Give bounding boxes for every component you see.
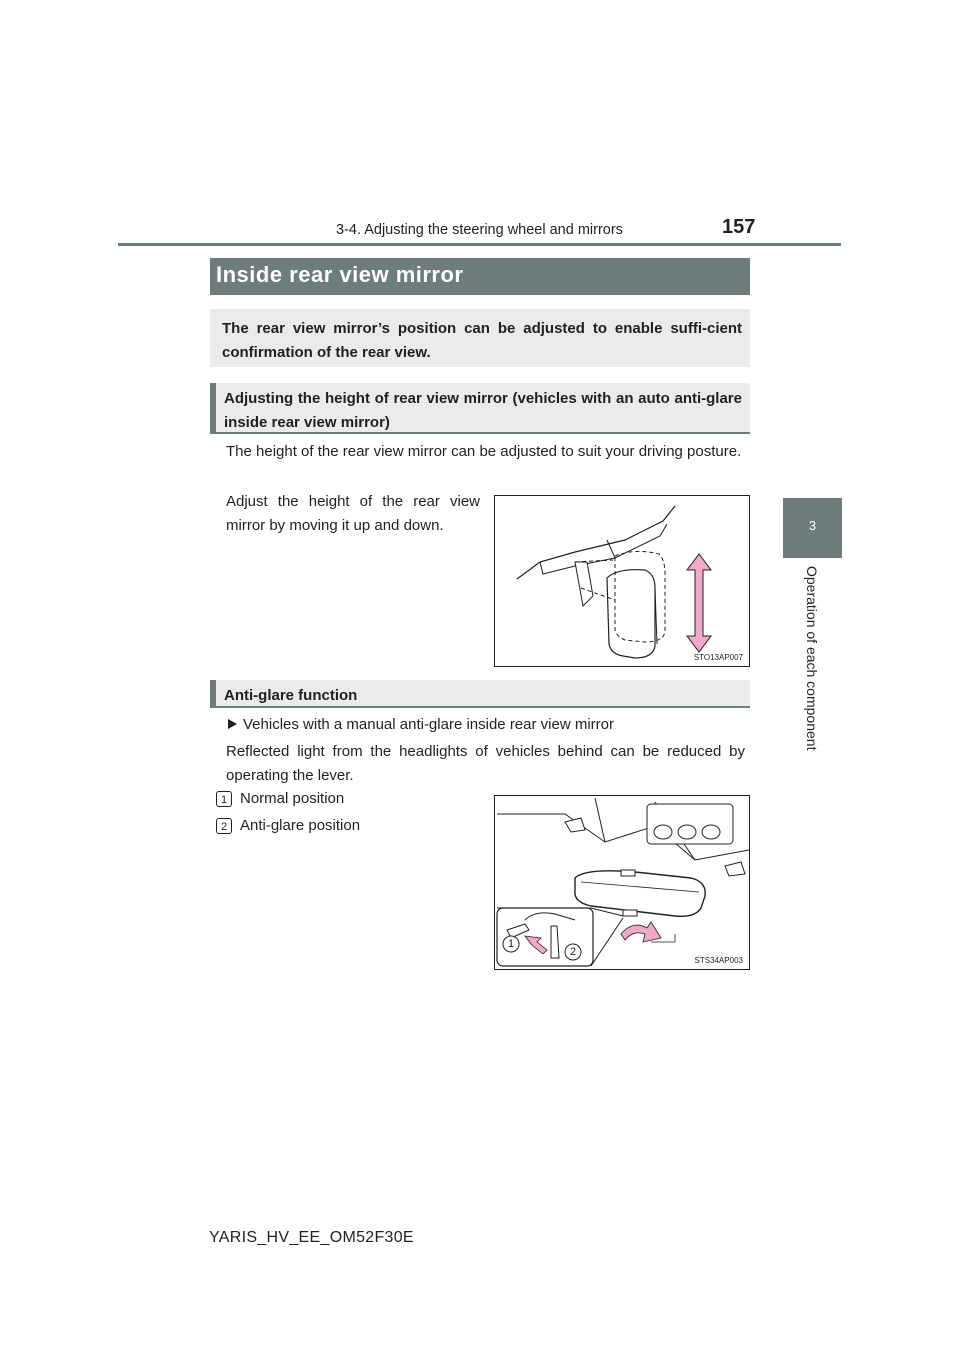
figure-height-adjust-drawing — [495, 496, 751, 668]
inset-label-1: 1 — [507, 938, 515, 950]
figure-height-code: STO13AP007 — [693, 653, 743, 662]
running-header-section: 3-4. Adjusting the steering wheel and mirrors — [336, 222, 623, 238]
figure-antiglare-drawing — [495, 796, 751, 971]
chapter-label — [804, 566, 824, 766]
antiglare-subheading-text: Anti-glare function — [224, 687, 358, 704]
antiglare-para: Reflected light from the headlights of vehicles behind can be reduced by operating the lever. — [226, 743, 745, 784]
figure-height-adjust — [494, 495, 750, 667]
position-number-1: 1 — [216, 791, 232, 807]
section-title-bar — [210, 258, 750, 295]
intro-text: The rear view mirror’s position can be adjusted to enable suffi-cient confirmation of the rear view. — [222, 320, 742, 361]
height-para-2: Adjust the height of the rear view mirror by moving it up and down. — [226, 493, 480, 534]
chapter-label-text: Operation of each component — [804, 566, 820, 751]
position-item-2 — [216, 817, 360, 834]
height-subheading-text: Adjusting the height of rear view mirror (vehicles with an auto anti-glare inside rear view mirror) — [224, 390, 742, 431]
position-item-1 — [216, 790, 344, 807]
chapter-number: 3 — [808, 518, 817, 533]
antiglare-bullet-text: Vehicles with a manual anti-glare inside rear view mirror — [243, 716, 614, 733]
footer-doc-code: YARIS_HV_EE_OM52F30E — [209, 1229, 414, 1246]
section-title: Inside rear view mirror — [216, 262, 464, 287]
height-subheading — [210, 383, 750, 434]
figure-antiglare — [494, 795, 750, 970]
header-rule — [118, 243, 841, 246]
height-para-1: The height of the rear view mirror can be adjusted to suit your driving posture. — [226, 443, 742, 460]
figure-antiglare-code: STS34AP003 — [694, 956, 743, 965]
position-label-2: Anti-glare position — [240, 817, 361, 834]
antiglare-bullet — [226, 713, 745, 737]
page-number: 157 — [722, 216, 756, 238]
antiglare-subheading — [210, 680, 750, 708]
position-number-2: 2 — [216, 818, 232, 834]
inset-label-2: 2 — [569, 946, 577, 958]
bullet-triangle-icon — [228, 719, 237, 729]
chapter-tab — [783, 498, 842, 558]
intro-box — [210, 309, 750, 367]
position-label-1: Normal position — [240, 790, 345, 807]
